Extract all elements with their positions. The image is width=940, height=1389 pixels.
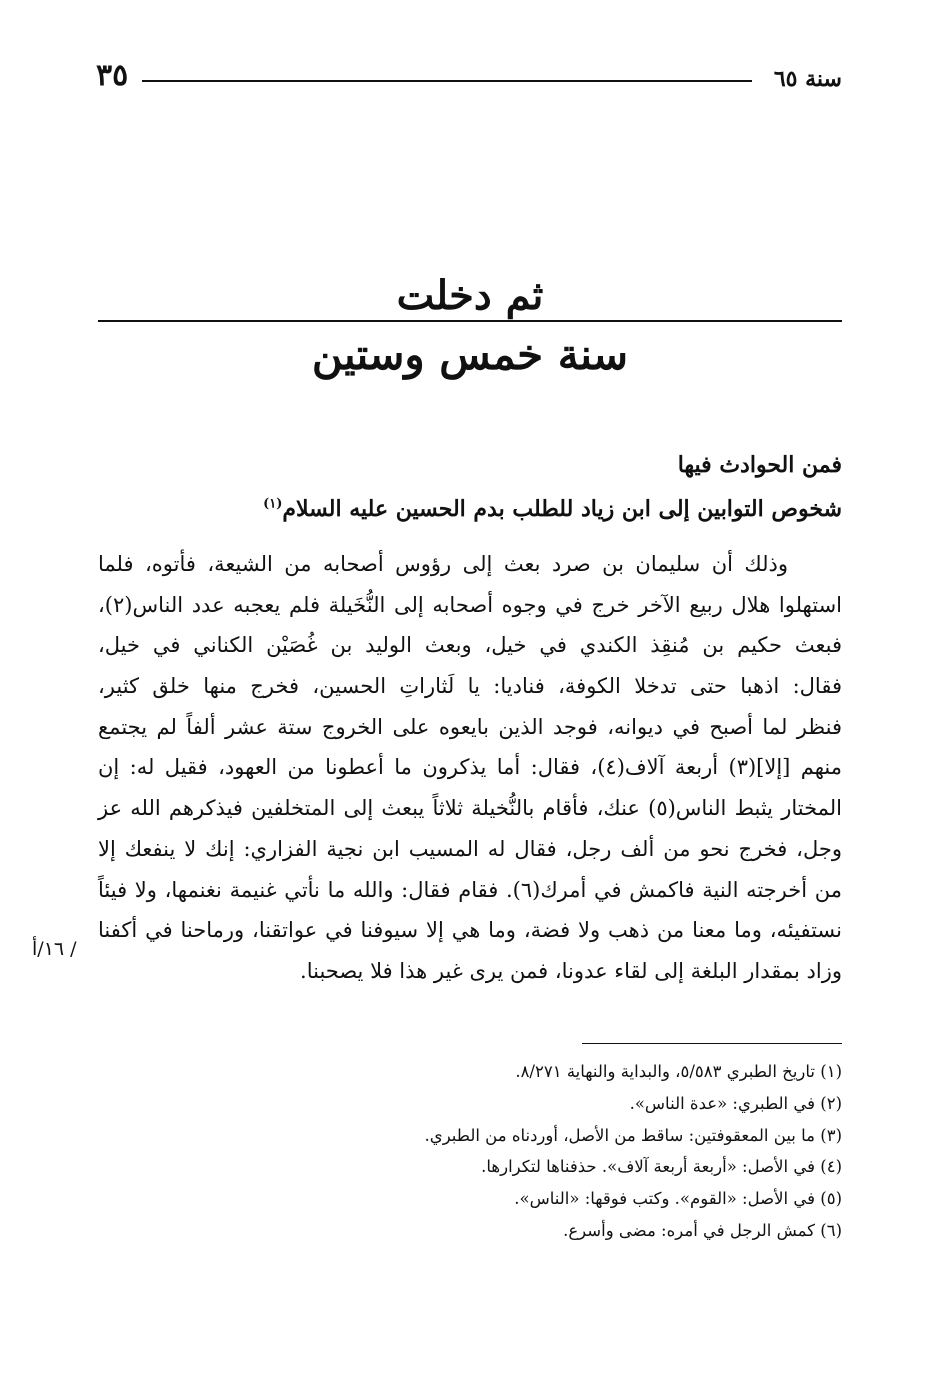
title-sub: سنة خمس وستين <box>311 330 629 379</box>
body-line: وجل، فخرج نحو من ألف رجل، فقال له المسيب ابن نجية الفزاري: إنك لا ينفعك إلا <box>98 836 842 861</box>
footnote: (٢) في الطبري: «عدة الناس». <box>629 1093 842 1113</box>
section-subheading-text: شخوص التوابين إلى ابن زياد للطلب بدم الحسين عليه السلام <box>282 496 842 522</box>
body-line: فبعث حكيم بن مُنقِذ الكندي في خيل، وبعث الوليد بن غُصَيْن الكناني في خيل، <box>98 633 842 658</box>
section-subheading <box>98 496 842 522</box>
header-year-label: سنة ٦٥ <box>773 66 842 92</box>
body-line: فنظر لما أصبح في ديوانه، فوجد الذين بايعوه على الخروج ستة عشر ألفاً لم يجتمع <box>98 714 842 739</box>
body-line: فقال: اذهبا حتى تدخلا الكوفة، فناديا: يا لَثاراتِ الحسين، فخرج منها خلق كثير، <box>98 674 842 699</box>
footnote: (١) تاريخ الطبري ٥/٥٨٣، والبداية والنهاية ٨/٢٧١. <box>515 1062 842 1081</box>
body-line: من أخرجته النية فاكمش في أمرك(٦). فقام فقال: والله ما نأتي غنيمة نغنمها، ولا فيئاً <box>98 877 842 902</box>
body-line: منهم [إلا](٣) أربعة آلاف(٤)، فقال: أما يذكرون ما أعطونا من العهود، فقيل له: إن <box>98 755 843 780</box>
header-rule <box>142 80 752 82</box>
manuscript-folio-note: / ١٦/أ <box>32 938 77 960</box>
footnote-rule <box>582 1043 842 1044</box>
footnote: (٤) في الأصل: «أربعة أربعة آلاف». حذفناها لتكرارها. <box>481 1157 842 1177</box>
section-subheading-note: (١) <box>263 496 283 512</box>
body-line: المختار يثبط الناس(٥) عنك، فأقام بالنُّخيلة ثلاثاً يبعث إلى المتخلفين فيذكرهم الله عز <box>98 796 843 821</box>
title-rule <box>98 320 842 322</box>
footnotes <box>98 1056 842 1247</box>
page-number: ٣٥ <box>96 58 129 93</box>
footnote: (٥) في الأصل: «القوم». وكتب فوقها: «الناس». <box>514 1189 842 1209</box>
body-line: وذلك أن سليمان بن صرد بعث إلى رؤوس أصحابه من الشيعة، فأتوه، فلما <box>98 552 788 576</box>
body-line: وزاد بمقدار البلغة إلى لقاء عدونا، فمن يرى غير هذا فلا يصحبنا. <box>300 958 842 983</box>
footnote: (٣) ما بين المعقوفتين: ساقط من الأصل، أوردناه من الطبري. <box>424 1125 842 1145</box>
title-main: ثم دخلت <box>396 272 544 319</box>
body-text <box>98 544 842 992</box>
body-line: استهلوا هلال ربيع الآخر خرج في وجوه أصحابه إلى النُّخَيلة فلم يعجبه عدد الناس(٢)، <box>98 592 842 617</box>
section-heading: فمن الحوادث فيها <box>677 452 842 478</box>
body-line: نستفيئه، وما معنا من ذهب ولا فضة، وما هي إلا سيوفنا في عواتقنا، ورماحنا في أكفنا <box>98 918 843 943</box>
footnote: (٦) كمش الرجل في أمره: مضى وأسرع. <box>563 1220 842 1240</box>
